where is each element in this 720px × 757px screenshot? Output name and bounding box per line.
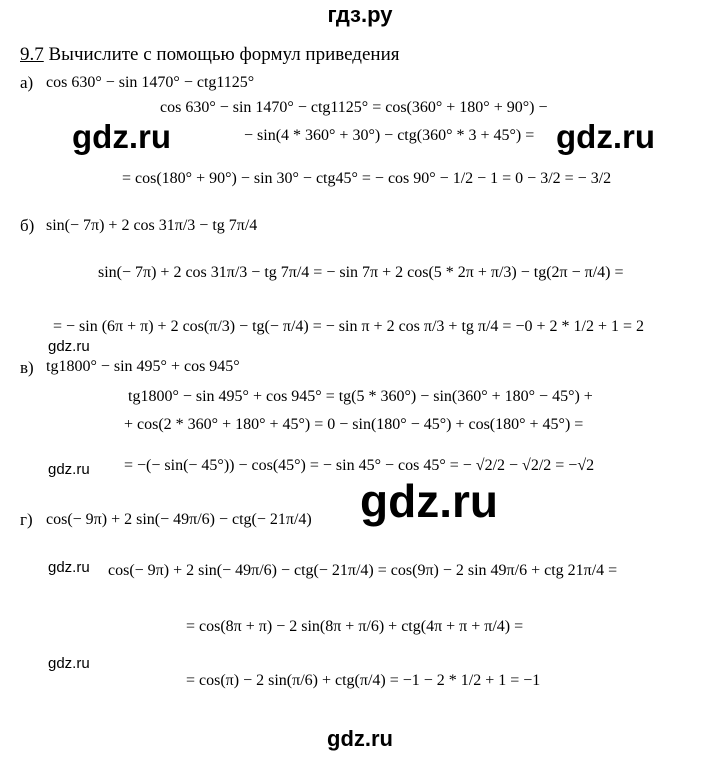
- part-c-step-2: + cos(2 * 360° + 180° + 45°) = 0 − sin(180° − 45°) + cos(180° + 45°) =: [124, 416, 584, 433]
- part-a-step-1: cos 630° − sin 1470° − ctg1125° = cos(360° + 180° + 90°) −: [160, 99, 548, 116]
- part-a-label: а): [20, 73, 34, 92]
- part-b-label: б): [20, 216, 35, 235]
- part-d-expression: cos(− 9π) + 2 sin(− 49π/6) − ctg(− 21π/4): [46, 511, 312, 528]
- part-a-step-3: = cos(180° + 90°) − sin 30° − ctg45° = − cos 90° − 1/2 − 1 = 0 − 3/2 = − 3/2: [122, 170, 612, 187]
- site-footer-title: gdz.ru: [327, 726, 393, 751]
- task-heading: [20, 44, 399, 66]
- part-b-step-1: sin(− 7π) + 2 cos 31π/3 − tg 7π/4 = − sin 7π + 2 cos(5 * 2π + π/3) − tg(2π − π/4) =: [98, 264, 624, 281]
- watermark-small-2: gdz.ru: [48, 461, 90, 478]
- watermark-large-left: gdz.ru: [72, 118, 171, 155]
- part-d-step-1: cos(− 9π) + 2 sin(− 49π/6) − ctg(− 21π/4) = cos(9π) − 2 sin 49π/6 + ctg 21π/4 =: [108, 562, 618, 579]
- part-a-expression: cos 630° − sin 1470° − ctg1125°: [46, 74, 255, 91]
- watermark-small-4: gdz.ru: [48, 655, 90, 672]
- task-number: 9.7: [20, 44, 44, 65]
- part-a-step-2: − sin(4 * 360° + 30°) − ctg(360° * 3 + 45°) =: [244, 127, 535, 144]
- part-d-label: г): [20, 510, 33, 529]
- part-c-expression: tg1800° − sin 495° + cos 945°: [46, 358, 240, 375]
- part-d-step-3: = cos(π) − 2 sin(π/6) + ctg(π/4) = −1 − 2 * 1/2 + 1 = −1: [186, 672, 541, 689]
- part-b-step-2: = − sin (6π + π) + 2 cos(π/3) − tg(− π/4) = − sin π + 2 cos π/3 + tg π/4 = −0 + 2 * 1/2 + 1 = 2: [53, 318, 644, 335]
- watermark-large-right: gdz.ru: [556, 118, 655, 155]
- watermark-huge-center: gdz.ru: [360, 475, 498, 527]
- watermark-small-1: gdz.ru: [48, 338, 90, 355]
- part-d-step-2: = cos(8π + π) − 2 sin(8π + π/6) + ctg(4π + π + π/4) =: [186, 618, 524, 635]
- part-b-expression: sin(− 7π) + 2 cos 31π/3 − tg 7π/4: [46, 217, 258, 234]
- site-header-title: гдз.ру: [327, 2, 393, 27]
- part-c-step-1: tg1800° − sin 495° + cos 945° = tg(5 * 360°) − sin(360° + 180° − 45°) +: [128, 388, 593, 405]
- part-c-step-3: = −(− sin(− 45°)) − cos(45°) = − sin 45° − cos 45° = − √2/2 − √2/2 = −√2: [124, 457, 595, 474]
- task-title: Вычислите с помощью формул приведения: [48, 44, 400, 65]
- part-c-label: в): [20, 358, 34, 377]
- watermark-small-3: gdz.ru: [48, 559, 90, 576]
